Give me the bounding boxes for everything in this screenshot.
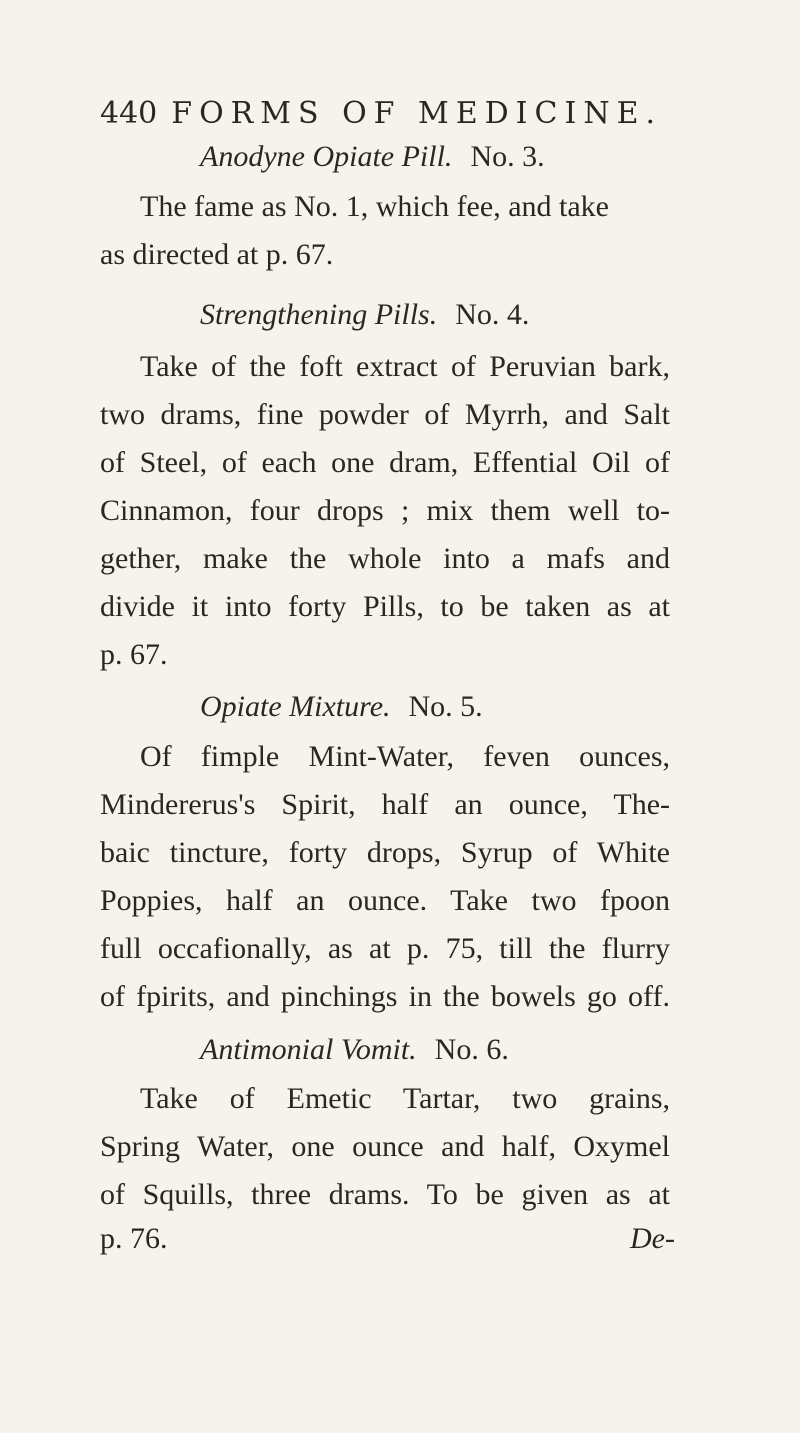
section-number: No. 4. <box>455 298 530 331</box>
page-number: 440 <box>100 96 158 131</box>
text-line: two drams, fine powder of Myrrh, and Salt <box>100 398 670 431</box>
text-line: p. 67. <box>100 638 168 671</box>
text-line: Cinnamon, four drops ; mix them well to- <box>100 494 670 527</box>
section-title: Strengthening Pills. <box>200 298 438 331</box>
section-heading <box>200 690 483 724</box>
text-line: The fame as No. 1, which fee, and take <box>140 190 609 223</box>
text-line: divide it into forty Pills, to be taken as at <box>100 590 670 623</box>
running-title: FORMS OF MEDICINE. <box>171 96 663 131</box>
text-line: baic tincture, forty drops, Syrup of White <box>100 836 670 869</box>
text-line: of Steel, of each one dram, Effential Oil of <box>100 446 670 479</box>
section-heading <box>200 298 529 332</box>
text-line: Take of the foft extract of Peruvian bark, <box>140 350 670 383</box>
text-line: as directed at p. 67. <box>100 238 334 271</box>
text-line: Spring Water, one ounce and half, Oxymel <box>100 1130 670 1163</box>
text-line: Mindererus's Spirit, half an ounce, The- <box>100 788 670 821</box>
section-title: Opiate Mixture. <box>200 690 391 723</box>
section-number: No. 5. <box>408 690 483 723</box>
text-line: Of fimple Mint-Water, feven ounces, <box>140 740 670 773</box>
section-number: No. 6. <box>434 1033 509 1066</box>
section-title: Antimonial Vomit. <box>200 1033 417 1066</box>
catchword: De- <box>630 1222 675 1255</box>
text-line: of fpirits, and pinchings in the bowels go off. <box>100 980 670 1013</box>
text-line: of Squills, three drams. To be given as at <box>100 1178 670 1211</box>
text-line: p. 76. <box>100 1222 168 1255</box>
section-heading <box>200 1033 509 1067</box>
running-header <box>100 96 662 131</box>
text-line: Take of Emetic Tartar, two grains, <box>140 1082 670 1115</box>
text-line: full occafionally, as at p. 75, till the flurry <box>100 932 670 965</box>
section-title: Anodyne Opiate Pill. <box>200 140 453 173</box>
section-heading <box>200 140 545 174</box>
section-number: No. 3. <box>470 140 545 173</box>
text-line: Poppies, half an ounce. Take two fpoon <box>100 884 670 917</box>
text-line: gether, make the whole into a mafs and <box>100 542 670 575</box>
